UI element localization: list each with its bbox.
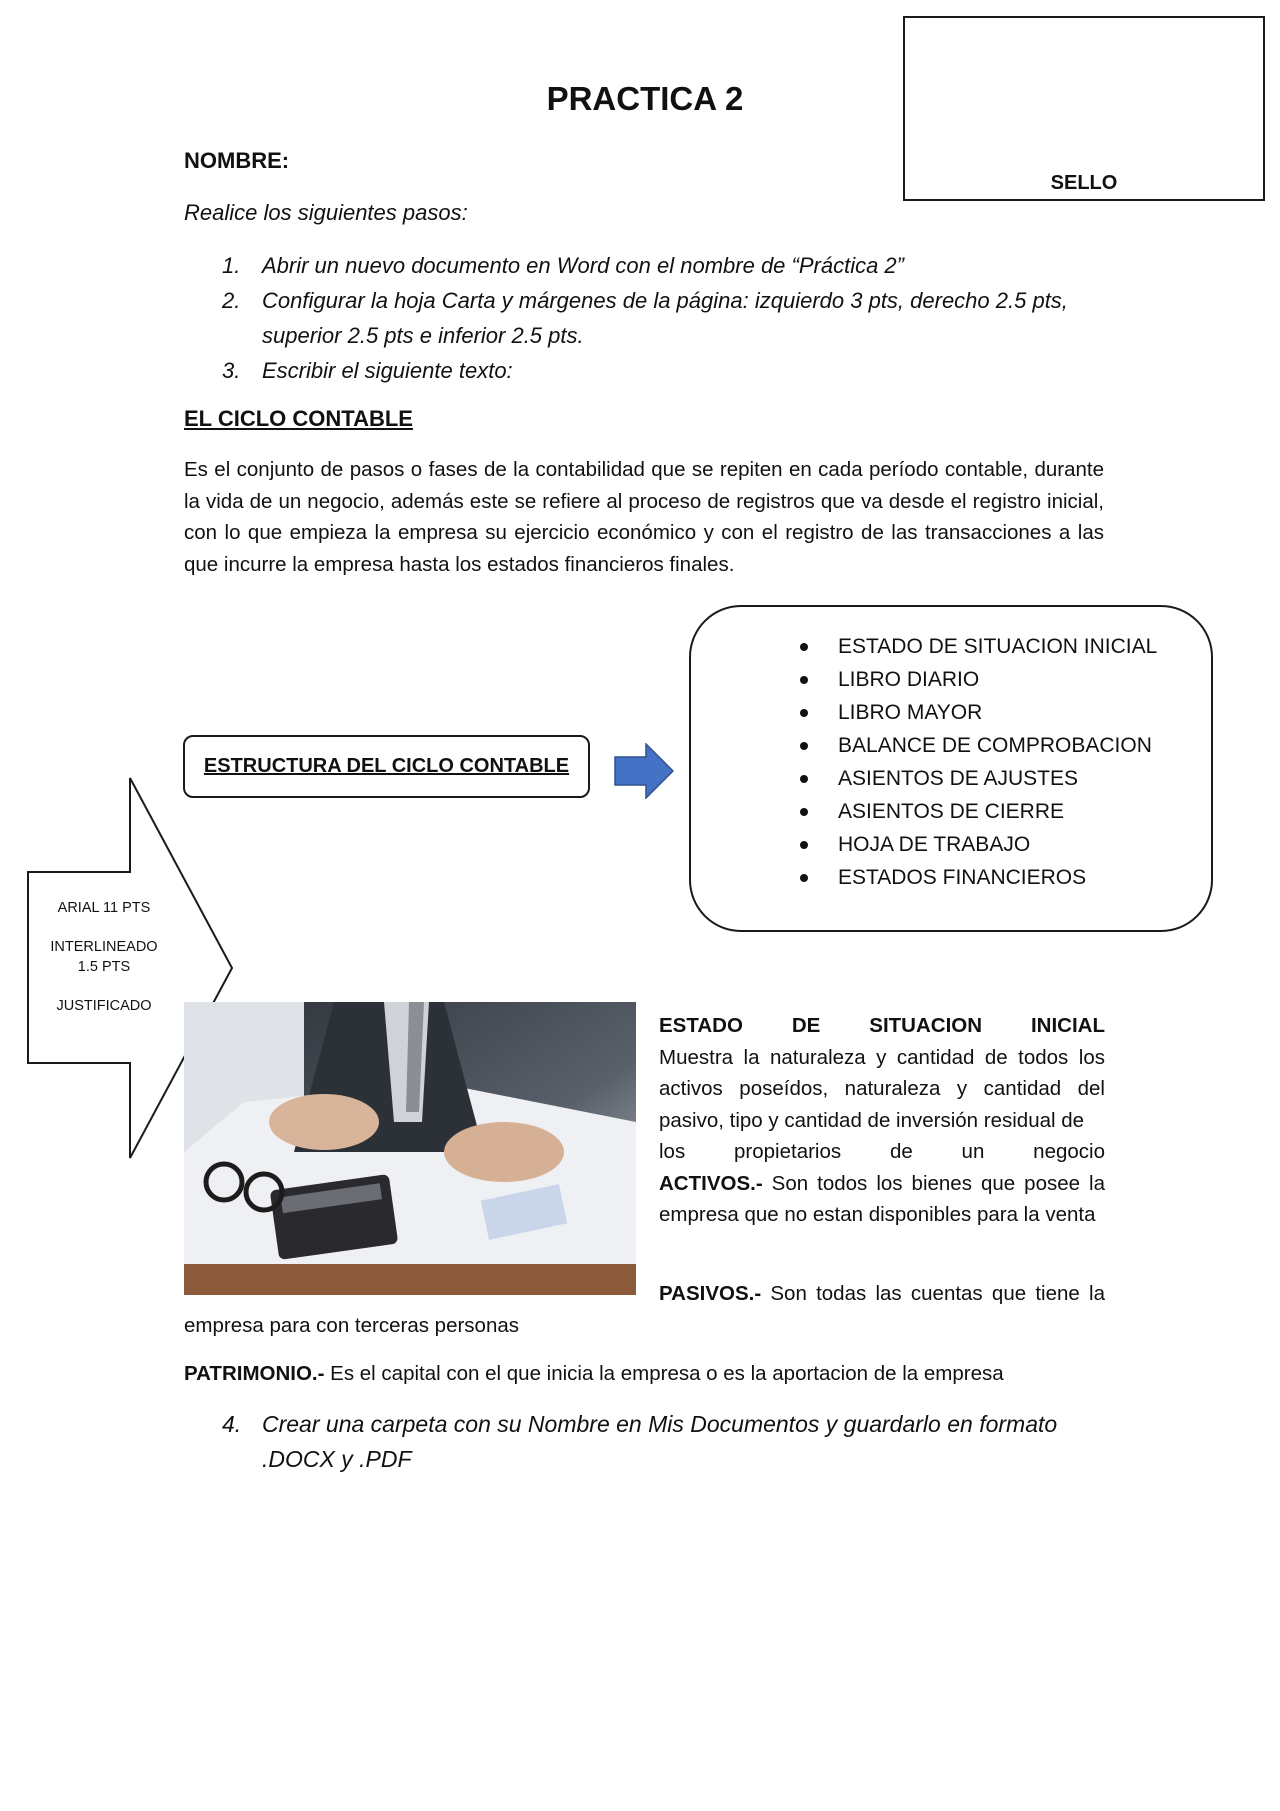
stamp-label: SELLO (1050, 172, 1118, 194)
structure-box (183, 735, 590, 798)
step-text: Escribir el siguiente texto: (262, 358, 513, 383)
step-4 (184, 1407, 1104, 1477)
step-item (184, 353, 1084, 388)
activos-label: ACTIVOS.- (659, 1171, 763, 1195)
list-item: ASIENTOS DE AJUSTES (800, 762, 1157, 795)
list-item: ESTADOS FINANCIEROS (800, 861, 1157, 894)
step-text: Abrir un nuevo documento en Word con el nombre de “Práctica 2” (262, 253, 904, 278)
list-item: BALANCE DE COMPROBACION (800, 729, 1157, 762)
steps-list (184, 248, 1084, 388)
pasivos-text-cont: empresa para con terceras personas (184, 1314, 520, 1337)
stamp-box (903, 16, 1265, 201)
list-item: ESTADO DE SITUACION INICIAL (800, 630, 1157, 663)
name-label: NOMBRE: (184, 148, 290, 173)
callout-font: ARIAL 11 PTS (57, 900, 151, 916)
right-arrow-icon (614, 743, 674, 799)
section-title: EL CICLO CONTABLE (184, 406, 413, 431)
pasivos-text: Son todas las cuentas que tiene la (761, 1282, 1105, 1305)
step-item (184, 248, 1084, 283)
list-item: ASIENTOS DE CIERRE (800, 795, 1157, 828)
callout-spacing: INTERLINEADO 1.5 PTS (50, 939, 158, 975)
step-number: 2. (222, 288, 241, 313)
structure-label: ESTRUCTURA DEL CICLO CONTABLE (203, 755, 570, 777)
pasivos-section (659, 1278, 1105, 1310)
step-item (184, 283, 1084, 353)
patrimonio-text: Es el capital con el que inicia la empresa o es la aportacion de la empresa (324, 1362, 1004, 1385)
estado-text: Muestra la naturaleza y cantidad de todos los activos poseídos, naturaleza y cantidad del pasivo, tipo y cantidad de inversión residual de (659, 1045, 1105, 1132)
patrimonio-label: PATRIMONIO.- (184, 1362, 325, 1385)
step-number: 3. (222, 358, 241, 383)
patrimonio-section (184, 1358, 1004, 1390)
accounting-photo (184, 1002, 636, 1295)
step-item (184, 1407, 1104, 1477)
format-callout (40, 898, 168, 1035)
step-text: Crear una carpeta con su Nombre en Mis Documentos y guardarlo en formato .DOCX y .PDF (262, 1411, 1058, 1472)
estado-heading: ESTADO DE SITUACION INICIAL (659, 1014, 1105, 1037)
estado-section (659, 1010, 1105, 1231)
list-item: HOJA DE TRABAJO (800, 828, 1157, 861)
step-text: Configurar la hoja Carta y márgenes de la página: izquierdo 3 pts, derecho 2.5 pts, superior 2.5 pts e inferior 2.5 pts. (262, 288, 1068, 348)
callout-align: JUSTIFICADO (56, 998, 152, 1014)
list-item: LIBRO MAYOR (800, 696, 1157, 729)
activos-text: Son todos los bienes que posee la empresa que no estan disponibles para la venta (659, 1171, 1105, 1226)
page-title: PRACTICA 2 (546, 80, 744, 117)
estado-text-end: los propietarios de un negocio (659, 1140, 1105, 1163)
list-item: LIBRO DIARIO (800, 663, 1157, 696)
step-number: 4. (222, 1411, 242, 1437)
step-number: 1. (222, 253, 241, 278)
body-paragraph: Es el conjunto de pasos o fases de la contabilidad que se repiten en cada período contable, durante la vida de un negocio, además este se refiere al proceso de registros que va desde el registro inicial, con lo que empieza la empresa su ejercicio económico y con el registro de las transacciones a las que incurre la empresa hasta los estados financieros finales. (184, 458, 1104, 576)
cycle-list (800, 630, 1157, 894)
instructions-intro: Realice los siguientes pasos: (184, 200, 468, 225)
pasivos-label: PASIVOS.- (659, 1282, 762, 1305)
